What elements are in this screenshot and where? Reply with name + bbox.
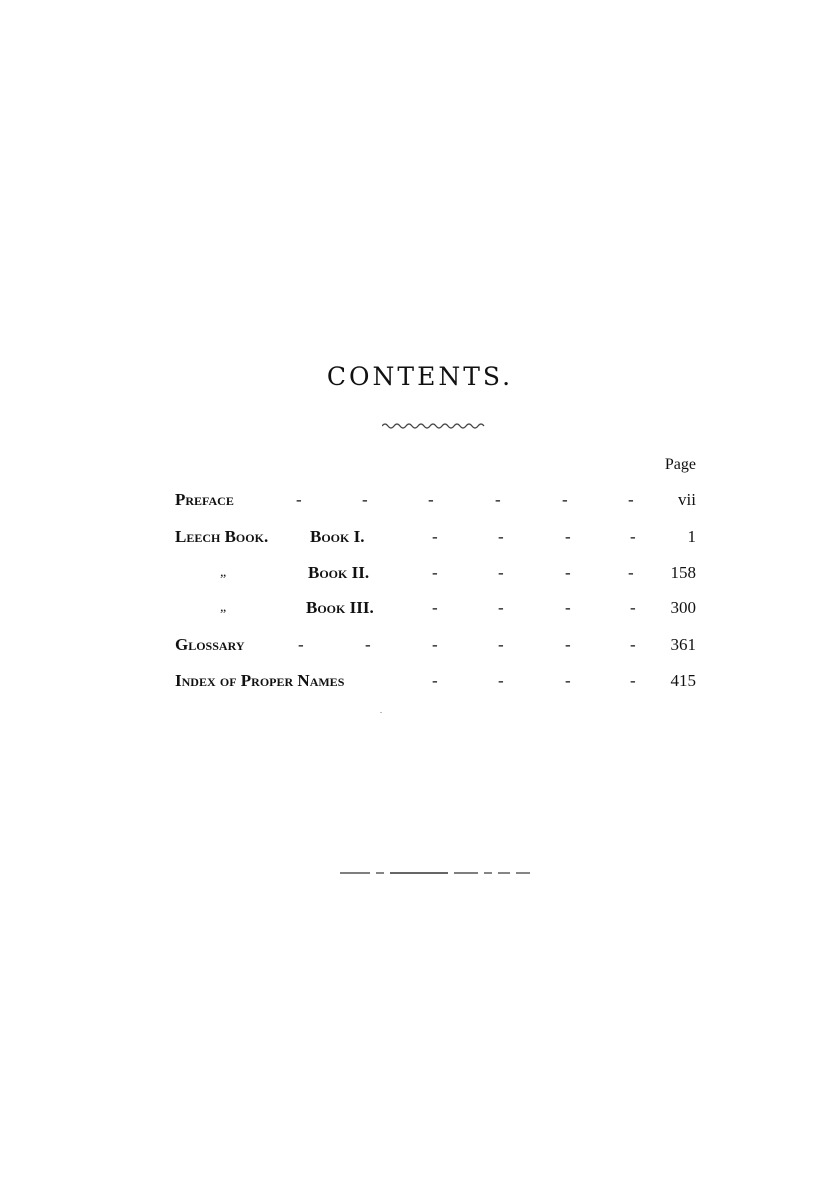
leader-dash: -	[362, 490, 368, 509]
leader-dash: -	[630, 635, 636, 654]
leader-dash: -	[498, 598, 504, 617]
page-column-heading: Page	[664, 456, 696, 473]
ditto-mark: „	[220, 565, 227, 580]
leader-dash: -	[432, 635, 438, 654]
leader-dash: -	[498, 635, 504, 654]
toc-page-glossary: 361	[670, 635, 696, 654]
toc-page-index: 415	[670, 671, 696, 690]
closing-rule	[340, 870, 530, 876]
toc-title-preface: Preface	[175, 490, 234, 509]
leader-dash: -	[432, 527, 438, 546]
speck	[380, 712, 382, 713]
toc-subtitle-book-2: Book II.	[308, 563, 370, 582]
toc-subtitle-book-1: Book I.	[310, 527, 365, 546]
leader-dash: -	[565, 671, 571, 690]
leader-dash: -	[565, 598, 571, 617]
leader-dash: -	[498, 671, 504, 690]
leader-dash: -	[298, 635, 304, 654]
toc-page-book-3: 300	[670, 598, 696, 617]
toc-row-index[interactable]	[0, 671, 840, 697]
toc-row-leech-book-3[interactable]	[0, 598, 840, 624]
leader-dash: -	[432, 671, 438, 690]
leader-dash: -	[628, 490, 634, 509]
toc-page-book-1: 1	[687, 527, 696, 546]
leader-dash: -	[630, 671, 636, 690]
ornament-squiggle	[382, 418, 486, 430]
leader-dash: -	[498, 527, 504, 546]
leader-dash: -	[562, 490, 568, 509]
leader-dash: -	[565, 527, 571, 546]
toc-title-glossary: Glossary	[175, 635, 245, 654]
toc-title-leech-book: Leech Book.	[175, 527, 269, 546]
leader-dash: -	[432, 598, 438, 617]
leader-dash: -	[565, 635, 571, 654]
leader-dash: -	[432, 563, 438, 582]
toc-subtitle-book-3: Book III.	[306, 598, 374, 617]
toc-row-glossary[interactable]	[0, 635, 840, 661]
leader-dash: -	[365, 635, 371, 654]
toc-row-preface[interactable]	[0, 490, 840, 516]
page-title: CONTENTS.	[326, 362, 514, 391]
toc-title-index: Index of Proper Names	[175, 671, 345, 690]
leader-dash: -	[296, 490, 302, 509]
leader-dash: -	[428, 490, 434, 509]
toc-page-book-2: 158	[670, 563, 696, 582]
leader-dash: -	[630, 527, 636, 546]
leader-dash: -	[628, 563, 634, 582]
toc-row-leech-book-1[interactable]	[0, 527, 840, 553]
toc-row-leech-book-2[interactable]	[0, 563, 840, 589]
ditto-mark: „	[220, 600, 227, 615]
leader-dash: -	[565, 563, 571, 582]
leader-dash: -	[498, 563, 504, 582]
leader-dash: -	[495, 490, 501, 509]
leader-dash: -	[630, 598, 636, 617]
toc-page-preface: vii	[678, 490, 696, 509]
